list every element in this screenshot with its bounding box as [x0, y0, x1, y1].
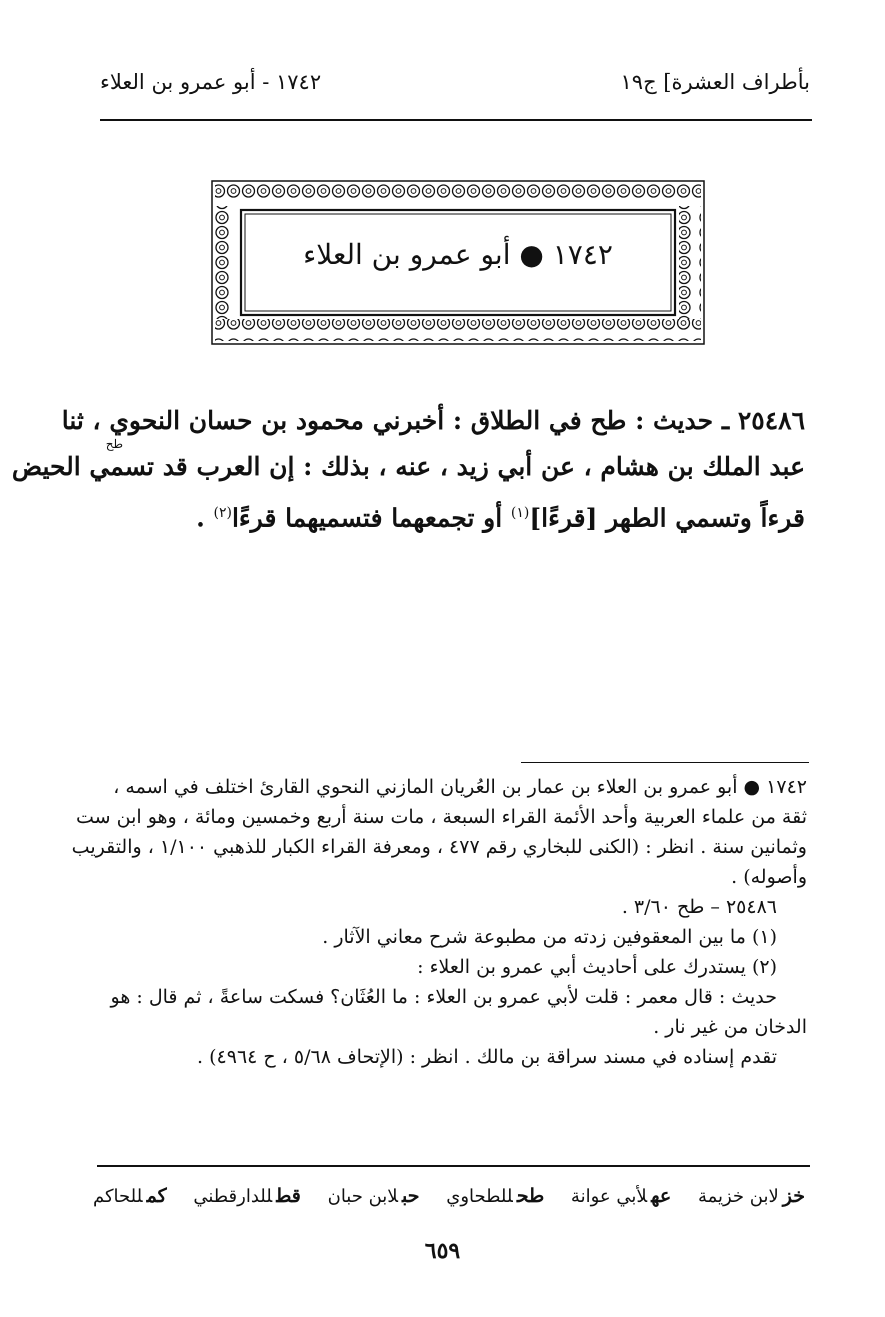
footnote-1: (١) ما بين المعقوفين زدته من مطبوعة شرح معاني الآثار . [322, 926, 777, 948]
header-rule [100, 119, 812, 121]
hadith-text [11, 398, 805, 541]
abbreviation-label: لابن خزيمة [697, 1186, 779, 1207]
abbreviation-code: قط [276, 1185, 301, 1207]
section-title: ١٧٤٢ ● أبو عمرو بن العلاء [303, 238, 613, 271]
abbreviation-item [328, 1185, 420, 1207]
biography-note [71, 772, 807, 892]
abbreviation-item [193, 1185, 301, 1207]
additional-hadith-line: حديث : قال معمر : قلت لأبي عمرو بن العلاء : ما العُثَان؟ فسكت ساعةً ، ثم قال : هو [110, 986, 777, 1008]
abbreviation-code: خز [782, 1185, 805, 1207]
abbreviation-code: كم [146, 1185, 167, 1207]
abbreviation-label: للدارقطني [193, 1186, 273, 1207]
abbreviation-item [93, 1185, 167, 1207]
abbreviation-code: عه [651, 1185, 672, 1207]
footnote-ref-1[interactable]: (١) [510, 505, 530, 521]
running-header [100, 70, 810, 110]
hadith-fragment: أو تجمعهما فتسميهما قرءًا [231, 503, 511, 533]
ornamental-frame [211, 180, 705, 345]
abbreviations-legend [93, 1185, 805, 1207]
abbreviation-label: لابن حبان [327, 1186, 399, 1207]
abbreviation-label: للطحاوي [446, 1186, 513, 1207]
footnote-2: (٢) يستدرك على أحاديث أبي عمرو بن العلاء : [417, 956, 777, 978]
footnotes [71, 772, 807, 1072]
abbreviation-code: حب [402, 1185, 420, 1207]
bottom-rule [97, 1165, 810, 1167]
abbreviation-item [571, 1185, 671, 1207]
source-reference: ٢٥٤٨٦ – طح ٣/٦٠ . [621, 896, 777, 918]
hadith-fragment: قرءاً وتسمي الطهر [قرءًا] [529, 503, 805, 533]
hadith-fragment: . [196, 503, 214, 533]
biography-line: وأصوله) . [731, 866, 807, 888]
page-number: ٦٥٩ [424, 1238, 461, 1264]
hadith-line: ٢٥٤٨٦ ـ حديث : طح في الطلاق : أخبرني محمود بن حسان النحوي ، ثنا [61, 406, 805, 435]
abbreviation-item [698, 1185, 805, 1207]
footnote-rule [521, 762, 809, 763]
biography-line: ثقة من علماء العربية وأحد الأئمة القراء السبعة ، مات سنة أربع وخمسين ومائة ، وهو ابن ست [76, 806, 807, 828]
abbreviation-item [446, 1185, 544, 1207]
hadith-line: عبد الملك بن هشام ، عن أبي زيد ، عنه ، بذلك : إن العرب قد تسمي الحيض [11, 452, 805, 481]
additional-hadith-line: الدخان من غير نار . [653, 1016, 807, 1038]
isnad-note: تقدم إسناده في مسند سراقة بن مالك . انظر : (الإتحاف ٥/٦٨ ، ح ٤٩٦٤) . [197, 1046, 777, 1068]
biography-line: وثمانين سنة . انظر : (الكنى للبخاري رقم ٤٧٧ ، ومعرفة القراء الكبار للذهبي ١/١٠٠ ، والتقريب [71, 836, 807, 858]
hadith-line-last [93, 490, 805, 541]
header-section-title: ١٧٤٢ - أبو عمرو بن العلاء [100, 70, 322, 94]
additional-hadith [95, 982, 807, 1042]
footnote-ref-2[interactable]: (٢) [213, 505, 232, 521]
abbreviation-label: لأبي عوانة [570, 1186, 648, 1207]
header-book-title: بأطراف العشرة] ج١٩ [620, 70, 810, 94]
abbreviation-label: للحاكم [93, 1186, 143, 1207]
biography-line: ١٧٤٢ ● أبو عمرو بن العلاء بن عمار بن العُريان المازني النحوي القارئ اختلف في اسمه ، [113, 776, 807, 798]
siglum-mark: طح [105, 437, 123, 451]
abbreviation-code: طح [516, 1185, 545, 1207]
